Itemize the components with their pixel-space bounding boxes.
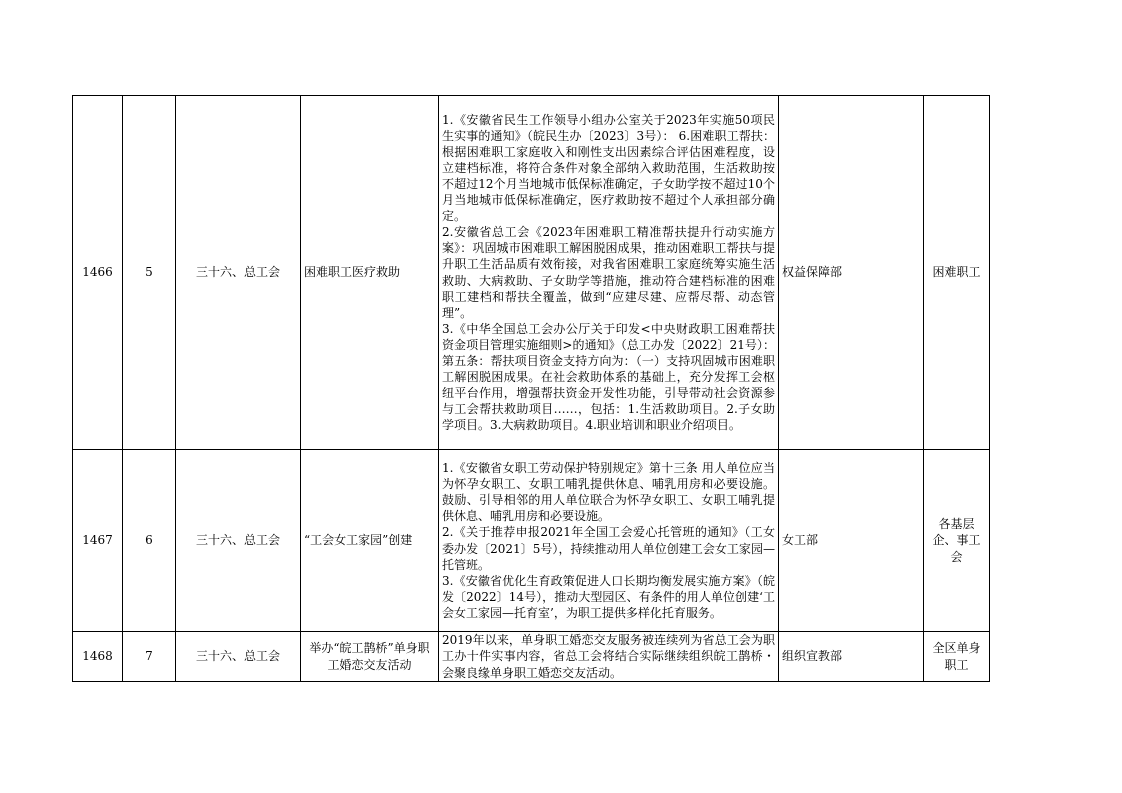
- row-target: 各基层企、事工会: [924, 450, 990, 632]
- row-basis: [439, 96, 779, 450]
- basis-paragraph: 1.《安徽省民生工作领导小组办公室关于2023年实施50项民生实事的通知》（皖民生办〔2023〕3号）： 6.困难职工帮扶：根据困难职工家庭收入和刚性支出因素综合评估困难程度，设立建档标准，将符合条件对象全部纳入救助范围，生活救助按不超过12个月当地城市低保标准确定，子女助学按不超过10个月当地城市低保标准确定，医疗救助按不超过个人承担部分确定。: [442, 112, 775, 224]
- row-number: 5: [123, 96, 176, 450]
- row-department: 权益保障部: [779, 96, 924, 450]
- table-row: [73, 632, 990, 682]
- row-category: 三十六、总工会: [176, 632, 301, 682]
- row-title: 困难职工医疗救助: [301, 96, 439, 450]
- basis-paragraph: 1.《安徽省女职工劳动保护特别规定》第十三条 用人单位应当为怀孕女职工、女职工哺乳提供休息、哺乳用房和必要设施。鼓励、引导相邻的用人单位联合为怀孕女职工、女职工哺乳提供休息、哺乳用房和必要设施。: [442, 461, 775, 524]
- policy-table: [72, 95, 990, 682]
- table-row: [73, 450, 990, 632]
- basis-paragraph: 3.《安徽省优化生育政策促进人口长期均衡发展实施方案》（皖发〔2022〕14号），推动大型园区、有条件的用人单位创建‘工会女工家园—托育室’，为职工提供多样化托育服务。: [442, 573, 775, 620]
- basis-paragraph: 2.安徽省总工会《2023年困难职工精准帮扶提升行动实施方案》：巩固城市困难职工解困脱困成果，推动困难职工帮扶与提升职工生活品质有效衔接，对我省困难职工家庭统筹实施生活救助、大病救助、子女助学等措施，推动符合建档标准的困难职工建档和帮扶全覆盖，做到“应建尽建、应帮尽帮、动态管理”。: [442, 225, 775, 320]
- row-target: 全区单身职工: [924, 632, 990, 682]
- row-target: 困难职工: [924, 96, 990, 450]
- row-number: 6: [123, 450, 176, 632]
- row-department: 组织宣教部: [779, 632, 924, 682]
- row-index: 1466: [73, 96, 123, 450]
- basis-paragraph: 2.《关于推荐申报2021年全国工会爱心托管班的通知》（工女委办发〔2021〕5号），持续推动用人单位创建工会女工家园—托管班。: [442, 525, 775, 572]
- row-category: 三十六、总工会: [176, 96, 301, 450]
- row-department: 女工部: [779, 450, 924, 632]
- basis-paragraph: 3.《中华全国总工会办公厅关于印发<中央财政职工困难帮扶资金项目管理实施细则>的通知》（总工办发〔2022〕21号）：第五条：帮扶项目资金支持方向为：（一）支持巩固城市困难职工解困脱困成果。在社会救助体系的基础上，充分发挥工会枢纽平台作用，增强帮扶资金开发性功能，引导带动社会资源参与工会帮扶救助项目……，包括：1.生活救助项目。2.子女助学项目。3.大病救助项目。4.职业培训和职业介绍项目。: [442, 321, 775, 433]
- row-basis: [439, 632, 779, 682]
- row-category: 三十六、总工会: [176, 450, 301, 632]
- row-title: 举办“皖工鹊桥”单身职工婚恋交友活动: [301, 632, 439, 682]
- row-index: 1468: [73, 632, 123, 682]
- row-basis: [439, 450, 779, 632]
- row-index: 1467: [73, 450, 123, 632]
- row-title: “工会女工家园”创建: [301, 450, 439, 632]
- basis-paragraph: 2019年以来，单身职工婚恋交友服务被连续列为省总工会为职工办十件实事内容，省总工会将结合实际继续组织皖工鹊桥・会聚良缘单身职工婚恋交友活动。: [442, 633, 775, 680]
- table-row: [73, 96, 990, 450]
- row-number: 7: [123, 632, 176, 682]
